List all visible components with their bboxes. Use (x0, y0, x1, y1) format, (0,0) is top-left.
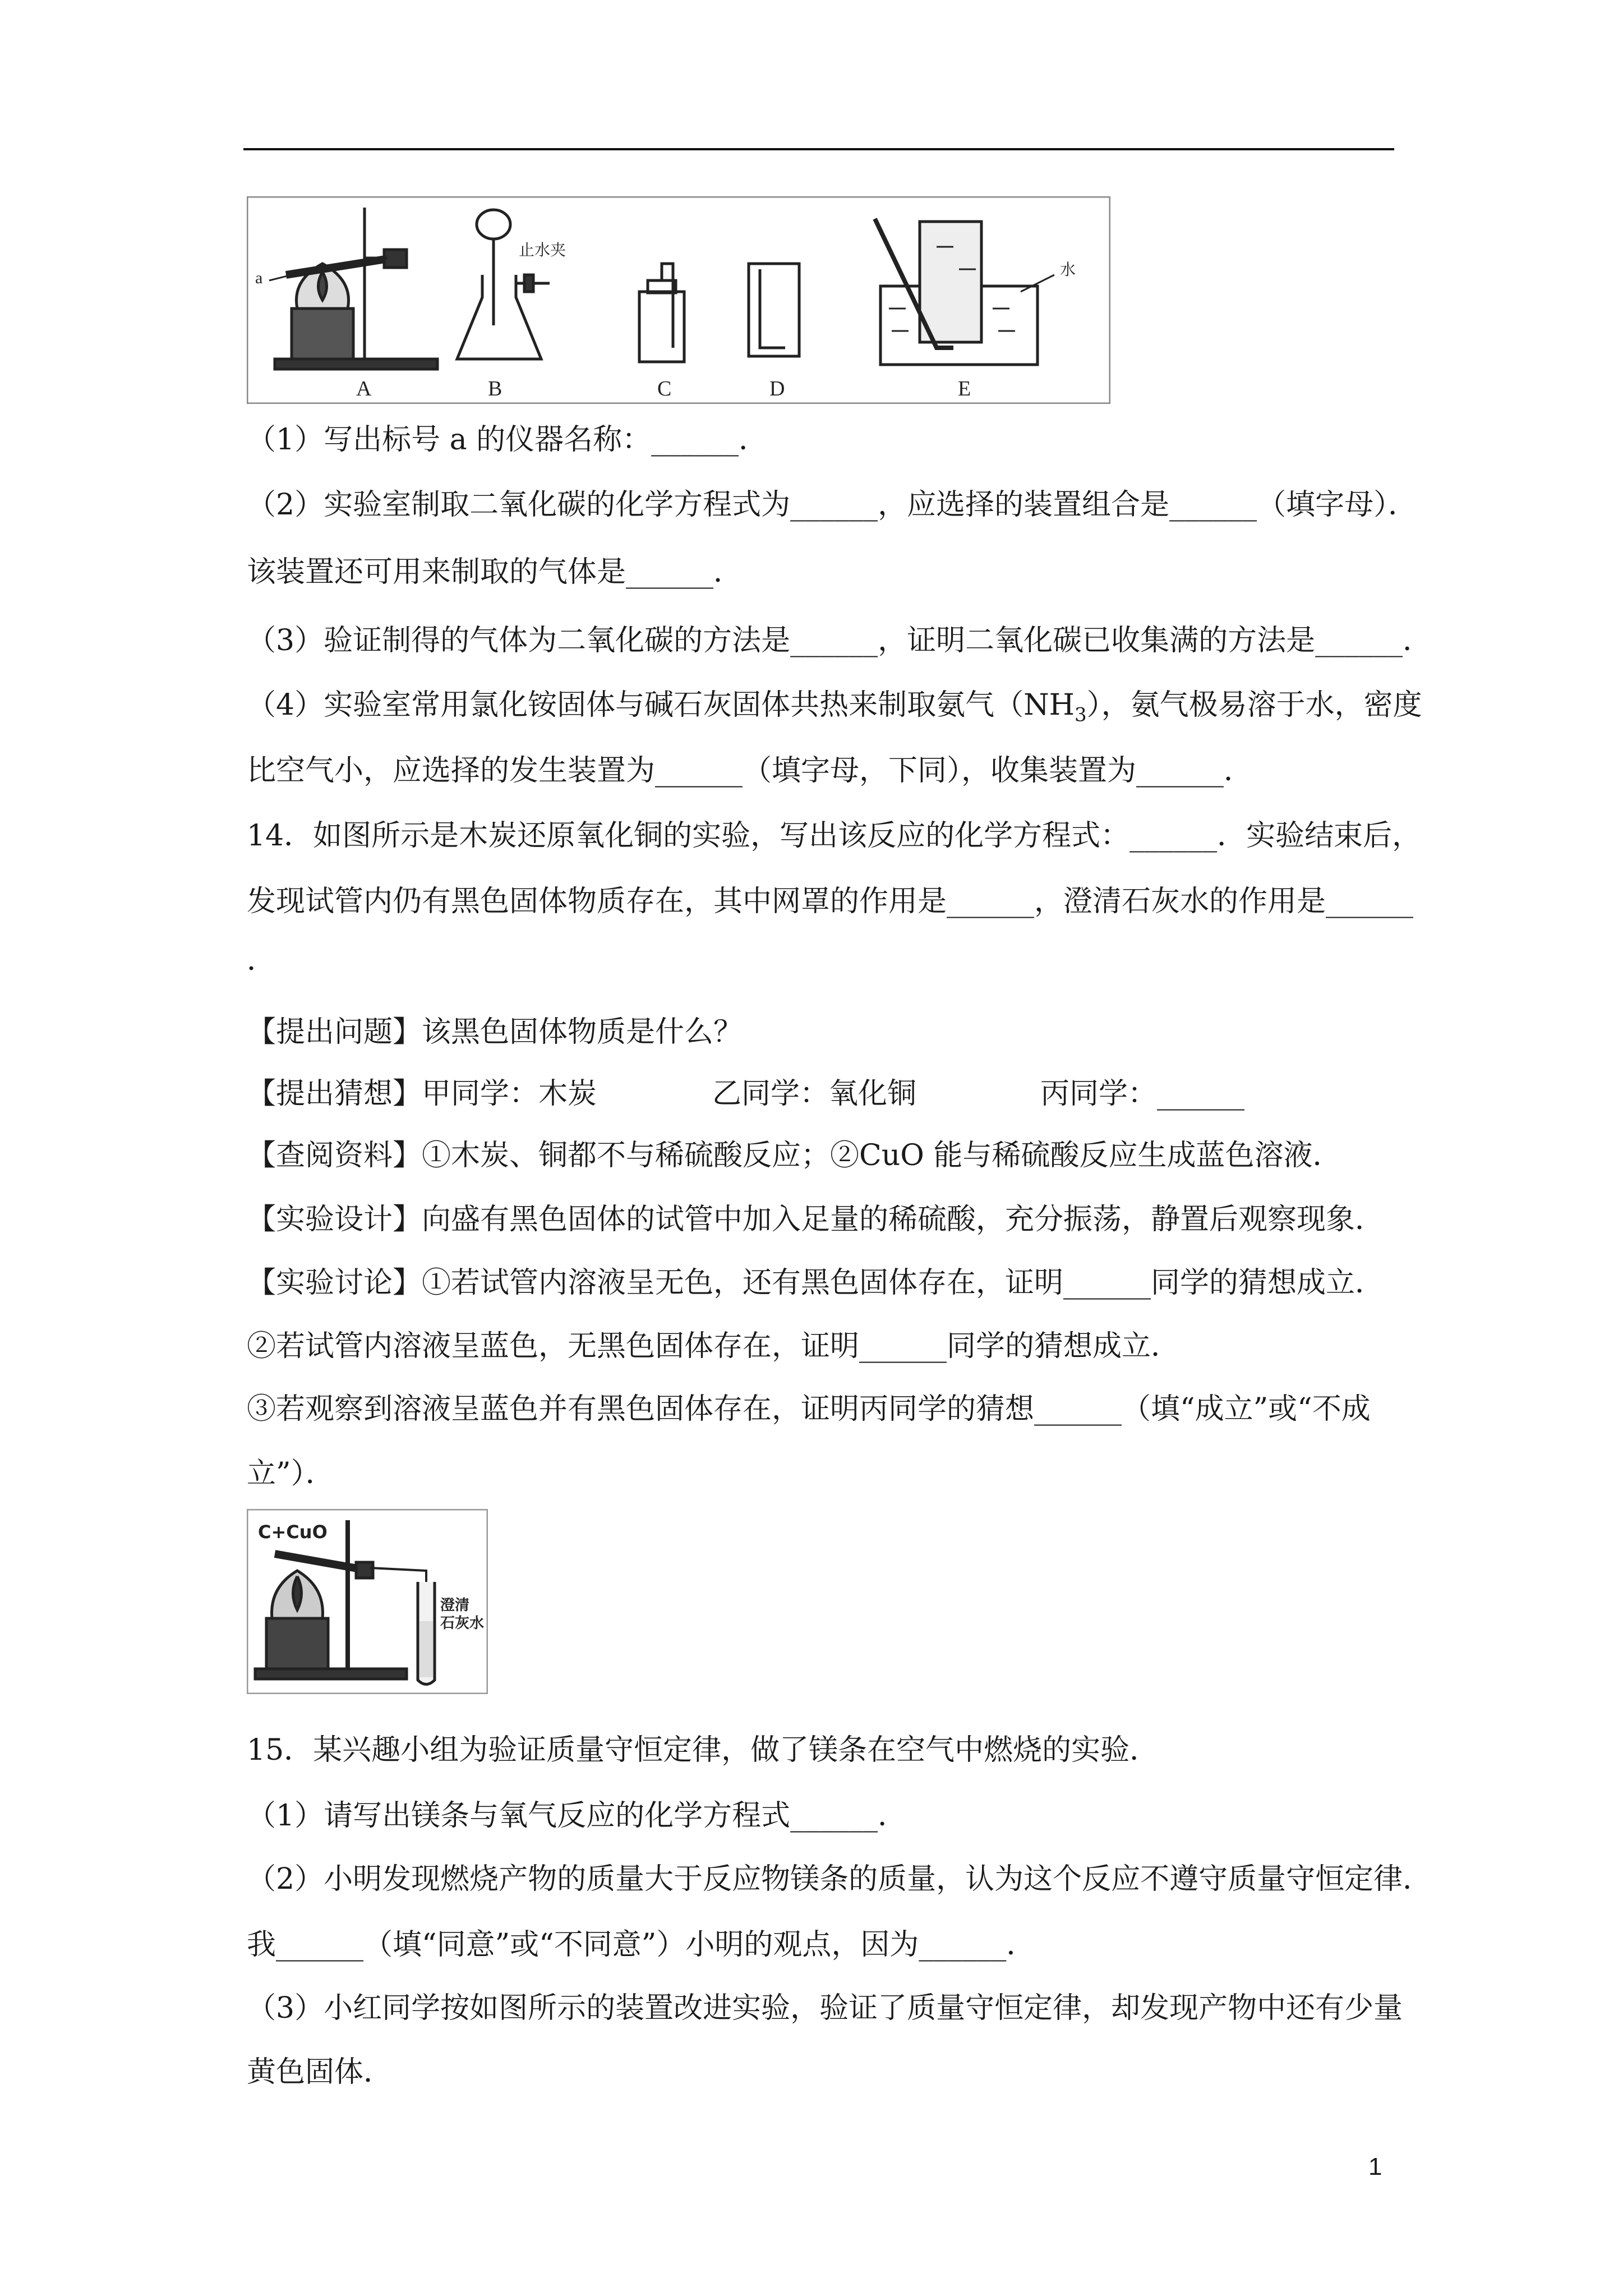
carbon-reduction-drawing (247, 1509, 488, 1694)
q14-design: 【实验设计】向盛有黑色固体的试管中加入足量的稀硫酸，充分振荡，静置后观察现象． (247, 1203, 1385, 1236)
q15-part2-line1: （2）小明发现燃烧产物的质量大于反应物镁条的质量，认为这个反应不遵守质量守恒定律． (247, 1862, 1432, 1896)
q13-part4-line2: 比空气小，应选择的发生装置为______（填字母，下同），收集装置为______． (247, 754, 1253, 788)
apparatus-figure-a-e (247, 196, 1110, 404)
q13-part2-line2: 该装置还可用来制取的气体是______． (247, 555, 743, 589)
q14-ask: 【提出问题】该黑色固体物质是什么？ (247, 1015, 743, 1049)
clip-label: 止水夹 (519, 241, 566, 259)
label-d: D (769, 377, 785, 401)
apparatus-e (875, 219, 1054, 365)
q15-part3-line2: 黄色固体． (247, 2055, 393, 2089)
q14-line3: ． (247, 944, 276, 977)
label-e: E (958, 377, 971, 401)
page-number: 1 (1368, 2153, 1382, 2180)
q14-discussion3-line2: 立”）． (247, 1457, 335, 1490)
q14-guess-head: 【提出猜想】甲同学：木炭 (247, 1077, 597, 1111)
apparatus-b (457, 210, 550, 359)
label-c: C (657, 377, 672, 401)
label-b: B (488, 377, 502, 401)
marker-a: a (255, 269, 263, 287)
q15-line1: 15．某兴趣小组为验证质量守恒定律，做了镁条在空气中燃烧的实验． (247, 1733, 1159, 1767)
q13-part4-pre: （4）实验室常用氯化铵固体与碱石灰固体共热来制取氨气（NH (247, 688, 1075, 722)
apparatus-d (749, 264, 799, 356)
label-a: A (356, 377, 372, 401)
q14-line1: 14．如图所示是木炭还原氧化铜的实验，写出该反应的化学方程式：______．实验结束后， (247, 819, 1422, 853)
q14-discussion2: ②若试管内溶液呈蓝色，无黑色固体存在，证明______同学的猜想成立． (247, 1329, 1181, 1363)
q13-part4-line1 (247, 687, 1422, 733)
header-rule (243, 148, 1394, 150)
reagent-label: C+CuO (258, 1521, 328, 1543)
apparatus-a (269, 208, 437, 369)
q14-info: 【查阅资料】①木炭、铜都不与稀硫酸反应；②CuO 能与稀硫酸反应生成蓝色溶液． (247, 1139, 1342, 1172)
q13-part1: （1）写出标号 a 的仪器名称：______． (247, 423, 768, 457)
q15-part3-line1: （3）小红同学按如图所示的装置改进实验，验证了质量守恒定律，却发现产物中还有少量 (247, 1991, 1403, 2025)
q13-part3: （3）验证制得的气体为二氧化碳的方法是______，证明二氧化碳已收集满的方法是______． (247, 624, 1432, 657)
q13-part4-subscript: 3 (1074, 703, 1087, 726)
q15-part1: （1）请写出镁条与氧气反应的化学方程式______． (247, 1799, 907, 1833)
apparatus-drawing (247, 196, 1110, 404)
q15-part2-line2: 我______（填“同意”或“不同意”）小明的观点，因为______． (247, 1928, 1036, 1962)
q14-discussion3-line1: ③若观察到溶液呈蓝色并有黑色固体存在，证明丙同学的猜想______（填“成立”或“不成 (247, 1392, 1371, 1426)
q14-line2: 发现试管内仍有黑色固体物质存在，其中网罩的作用是______，澄清石灰水的作用是______ (247, 885, 1414, 918)
q13-part2-line1: （2）实验室制取二氧化碳的化学方程式为______，应选择的装置组合是______（填字母）． (247, 488, 1418, 522)
apparatus-c (639, 264, 684, 362)
q14-guess-c: 丙同学：______ (1040, 1077, 1245, 1111)
water-label: 水 (1060, 260, 1076, 279)
q14-discussion1: 【实验讨论】①若试管内溶液呈无色，还有黑色固体存在，证明______同学的猜想成立． (247, 1266, 1385, 1300)
limewater-label-2: 石灰水 (440, 1615, 485, 1632)
q13-part4-post: ），氨气极易溶于水，密度 (1086, 688, 1422, 722)
carbon-reduction-figure (247, 1509, 488, 1694)
q14-guess-b: 乙同学：氧化铜 (712, 1077, 917, 1111)
limewater-label-1: 澄清 (440, 1597, 470, 1614)
